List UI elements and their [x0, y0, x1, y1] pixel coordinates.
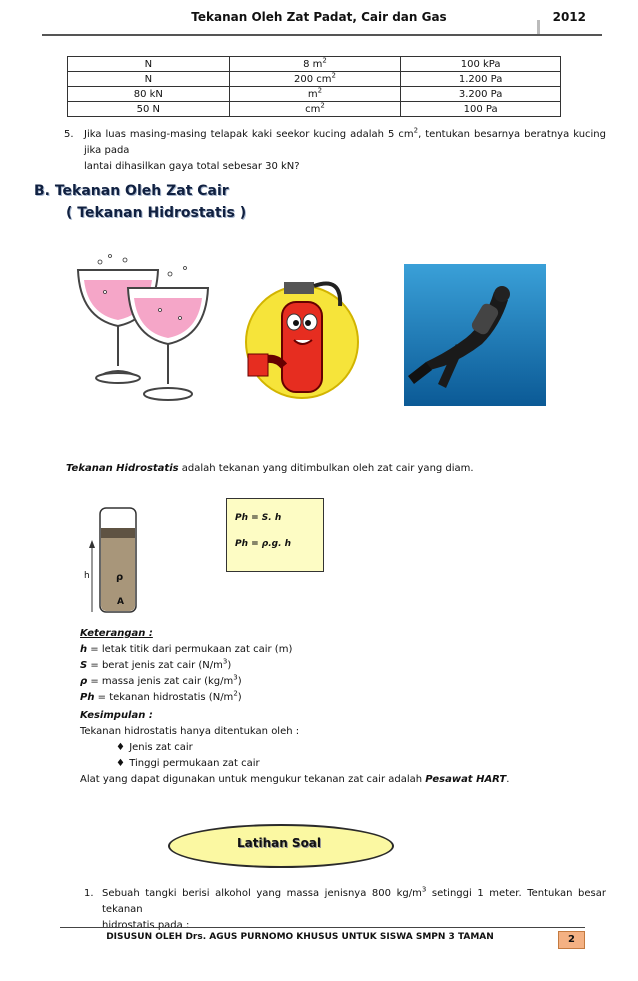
table-row: [68, 87, 561, 102]
table-row: [68, 57, 561, 72]
table-cell: 3.200 Pa: [401, 87, 561, 102]
list-item: ♦ Tinggi permukaan zat cair: [80, 756, 600, 772]
table-row: [68, 102, 561, 117]
diamond-bullet-icon: ♦: [116, 758, 125, 769]
formula-2: Ph = ρ.g. h: [235, 539, 292, 549]
kesimpulan-title: Kesimpulan :: [80, 710, 153, 721]
table-cell: N: [68, 57, 230, 72]
table-cell: 200 $cm^2$: [229, 72, 401, 87]
keterangan-block: [80, 626, 292, 706]
keterangan-item: ρ = massa jenis zat cair $(kg/m^3)$: [80, 673, 242, 687]
section-subtitle: ( Tekanan Hidrostatis ): [66, 205, 247, 221]
wine-glasses-illustration: [70, 248, 220, 408]
keterangan-item: h = letak titik dari permukaan zat cair (m): [80, 644, 293, 655]
table-row: [68, 72, 561, 87]
table-cell: 100 Pa: [401, 102, 561, 117]
page-number: 2: [558, 931, 585, 949]
keterangan-item: Ph = tekanan hidrostatis $(N/m^2)$: [80, 689, 242, 703]
header-rule: [42, 34, 602, 36]
table-cell: N: [68, 72, 230, 87]
kesimpulan-intro: Tekanan hidrostatis hanya ditentukan oleh :: [80, 726, 300, 737]
kesimpulan-block: [80, 708, 600, 788]
question-1-number: 1.: [84, 888, 94, 899]
question-5-text: Jika luas masing-masing telapak kaki seekor kucing adalah 5 $cm^2$, tentukan besarnya beratnya kucing jika pada lantai dihasilkan gaya total sebesar 30 kN?: [84, 126, 606, 172]
table-cell: $m^2$: [229, 87, 401, 102]
diagram-height-label: h: [84, 571, 90, 581]
table-cell: 50 N: [68, 102, 230, 117]
latihan-soal-label: Latihan Soal: [236, 836, 322, 850]
definition-text: Tekanan Hidrostatis adalah tekanan yang ditimbulkan oleh zat cair yang diam.: [66, 463, 474, 474]
table-cell: $cm^2$: [229, 102, 401, 117]
table-cell: 1.200 Pa: [401, 72, 561, 87]
table-cell: 100 kPa: [401, 57, 561, 72]
keterangan-title: Keterangan :: [80, 628, 153, 639]
table-cell: 8 $m^2$: [229, 57, 401, 72]
diagram-density-label: ρ: [116, 572, 124, 583]
question-1-text: Sebuah tangki berisi alkohol yang massa jenisnya 800 $kg/m^3$ setinggi 1 meter. Tentukan besar tekanan hidrostatis pada :: [102, 885, 606, 931]
question-5-number: 5.: [64, 129, 74, 140]
page-header-title: Tekanan Oleh Zat Padat, Cair dan Gas: [191, 10, 447, 24]
keterangan-item: S = berat jenis zat cair $(N/m^3)$: [80, 657, 232, 671]
page-header-year: 2012: [552, 10, 586, 24]
diamond-bullet-icon: ♦: [116, 742, 125, 753]
table-cell: 80 kN: [68, 87, 230, 102]
list-item: ♦ Jenis zat cair: [80, 740, 600, 756]
footer-rule: [60, 927, 585, 928]
fire-extinguisher-illustration: [244, 266, 364, 406]
footer-credit: DISUSUN OLEH Drs. AGUS PURNOMO KHUSUS UNTUK SISWA SMPN 3 TAMAN: [106, 932, 494, 942]
scuba-diver-photo: [404, 264, 546, 406]
pressure-table: [67, 56, 561, 117]
diagram-area-label: A: [117, 597, 124, 607]
kesimpulan-tool: Alat yang dapat digunakan untuk mengukur tekanan zat cair adalah Pesawat HART.: [80, 774, 510, 785]
header-divider-tick: [537, 20, 540, 34]
section-title: B. Tekanan Oleh Zat Cair: [34, 183, 229, 199]
formula-box: [226, 498, 324, 572]
formula-1: Ph = S. h: [235, 513, 282, 523]
